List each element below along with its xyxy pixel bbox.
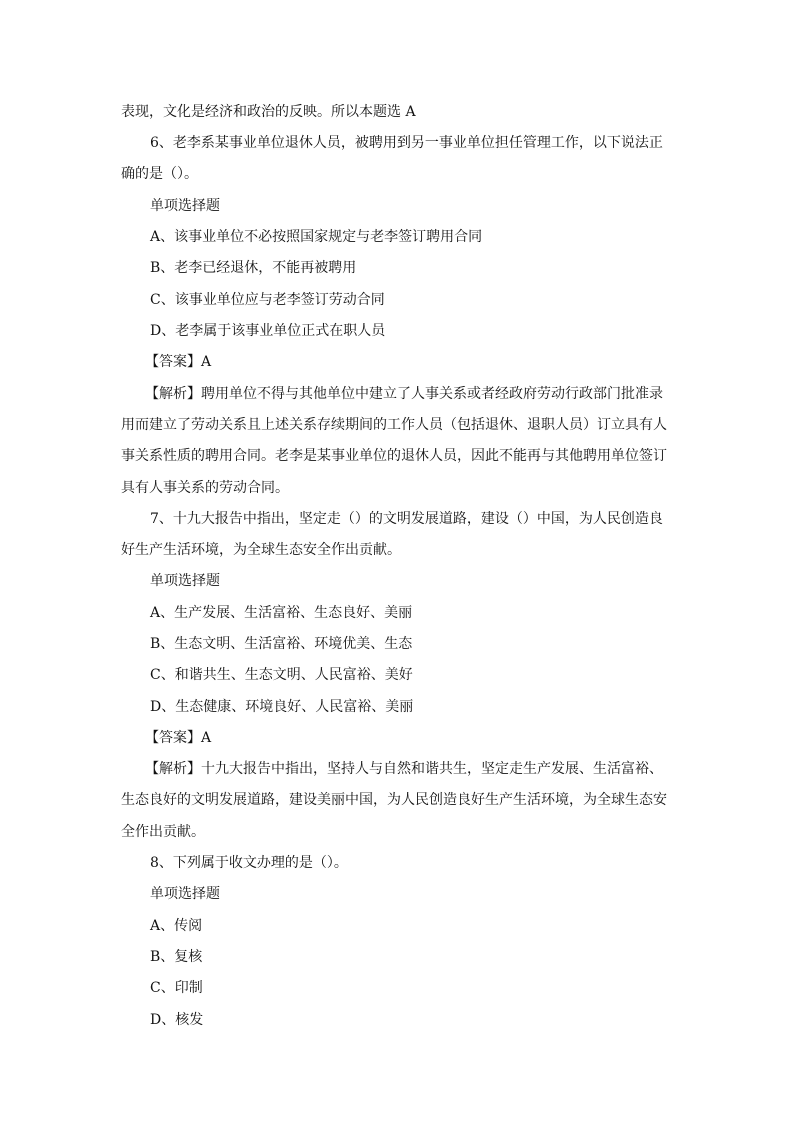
question-6-option-a: A、该事业单位不必按照国家规定与老李签订聘用合同 bbox=[150, 229, 483, 245]
question-6-option-b: B、老李已经退休，不能再被聘用 bbox=[150, 260, 357, 276]
question-8-option-c: C、印制 bbox=[150, 980, 203, 996]
question-7-stem-line-2: 好生产生活环境，为全球生态安全作出贡献。 bbox=[121, 542, 401, 558]
question-7-analysis-line-3: 全作出贡献。 bbox=[121, 824, 205, 840]
question-8-type: 单项选择题 bbox=[150, 886, 220, 902]
question-8-option-d: D、核发 bbox=[150, 1012, 204, 1028]
question-7-analysis-line-1: 【解析】十九大报告中指出，坚持人与自然和谐共生，坚定走生产发展、生活富裕、 bbox=[145, 761, 663, 777]
question-6-option-d: D、老李属于该事业单位正式在职人员 bbox=[150, 323, 386, 339]
question-6-analysis-line-4: 具有人事关系的劳动合同。 bbox=[121, 480, 289, 496]
question-7-answer: 【答案】A bbox=[145, 730, 212, 746]
question-7-option-b: B、生态文明、生活富裕、环境优美、生态 bbox=[150, 636, 413, 652]
question-6-analysis-line-2: 用而建立了劳动关系且上述关系存续期间的工作人员（包括退休、退职人员）订立具有人 bbox=[121, 417, 667, 433]
question-6-stem-line-1: 6、老李系某事业单位退休人员，被聘用到另一事业单位担任管理工作，以下说法正 bbox=[150, 135, 663, 151]
question-8-stem-line-1: 8、下列属于收文办理的是（）。 bbox=[150, 855, 348, 871]
question-6-analysis-line-3: 事关系性质的聘用合同。老李是某事业单位的退休人员，因此不能再与其他聘用单位签订 bbox=[121, 448, 667, 464]
question-7-type: 单项选择题 bbox=[150, 573, 220, 589]
question-7-stem-line-1: 7、十九大报告中指出，坚定走（）的文明发展道路，建设（）中国，为人民创造良 bbox=[150, 511, 663, 527]
question-6-type: 单项选择题 bbox=[150, 198, 220, 214]
question-6-analysis-line-1: 【解析】聘用单位不得与其他单位中建立了人事关系或者经政府劳动行政部门批准录 bbox=[145, 386, 663, 402]
intro-continuation: 表现，文化是经济和政治的反映。所以本题选 A bbox=[121, 104, 416, 120]
question-7-option-d: D、生态健康、环境良好、人民富裕、美丽 bbox=[150, 699, 414, 715]
question-7-option-c: C、和谐共生、生态文明、人民富裕、美好 bbox=[150, 667, 413, 683]
question-6-option-c: C、该事业单位应与老李签订劳动合同 bbox=[150, 292, 385, 308]
question-8-option-b: B、复核 bbox=[150, 949, 203, 965]
question-7-option-a: A、生产发展、生活富裕、生态良好、美丽 bbox=[150, 605, 413, 621]
question-7-analysis-line-2: 生态良好的文明发展道路，建设美丽中国，为人民创造良好生产生活环境，为全球生态安 bbox=[121, 792, 667, 808]
question-8-option-a: A、传阅 bbox=[150, 918, 203, 934]
question-6-answer: 【答案】A bbox=[145, 354, 212, 370]
question-6-stem-line-2: 确的是（）。 bbox=[121, 166, 198, 182]
